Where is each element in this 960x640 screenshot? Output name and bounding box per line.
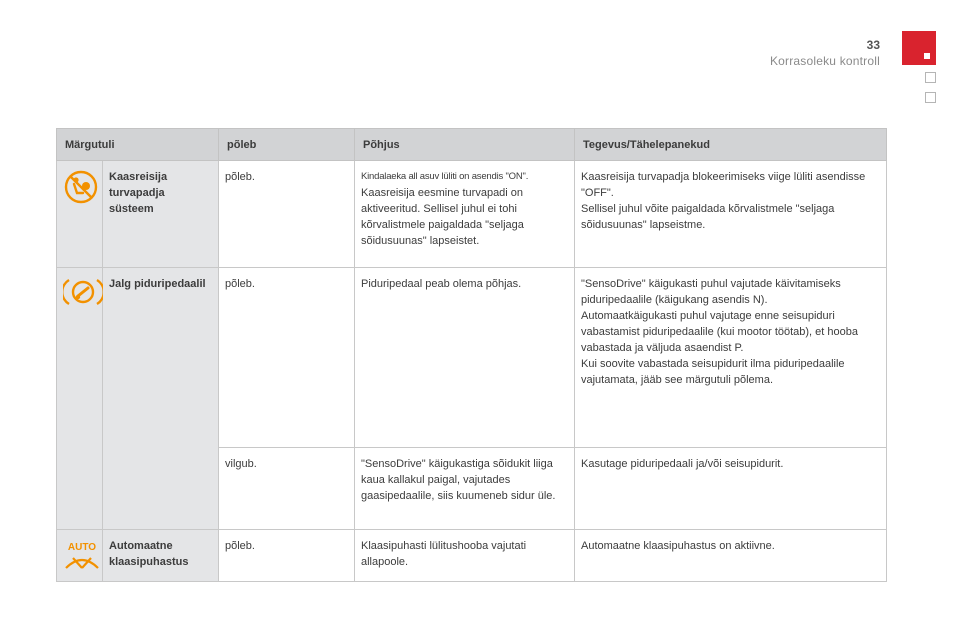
table-row bbox=[57, 530, 887, 582]
light-action bbox=[575, 161, 887, 268]
column-header: Märgutuli bbox=[57, 129, 219, 161]
auto-wiper-icon bbox=[63, 538, 101, 572]
light-name: Kaasreisija turvapadja süsteem bbox=[103, 161, 219, 268]
page-number: 33 bbox=[866, 38, 880, 52]
cause-text: Kaasreisija eesmine turvapadi on aktiveeritud. Sellisel juhul ei tohi kõrvalistmele paigaldada "seljaga sõidusuunas" lapseistet. bbox=[361, 187, 524, 247]
icon-cell bbox=[57, 268, 103, 530]
icon-cell bbox=[57, 161, 103, 268]
table-row bbox=[57, 268, 887, 448]
action-text: Kaasreisija turvapadja blokeerimiseks viige lüliti asendisse "OFF". bbox=[581, 171, 866, 199]
warning-lights-table bbox=[56, 128, 887, 582]
light-cause: Klaasipuhasti lülitushooba vajutati allapoole. bbox=[355, 530, 575, 582]
light-action: Automaatne klaasipuhastus on aktiivne. bbox=[575, 530, 887, 582]
light-cause: Piduripedaal peab olema põhjas. bbox=[355, 268, 575, 448]
action-text: Kui soovite vabastada seisupidurit ilma piduripedaalile vajutamata, jääb see märgutuli põlema. bbox=[581, 358, 845, 386]
table-header-row bbox=[57, 129, 887, 161]
tab-marker bbox=[924, 53, 930, 59]
chapter-tab-active bbox=[902, 31, 936, 65]
chapter-tab bbox=[925, 72, 936, 83]
light-action bbox=[575, 268, 887, 448]
airbag-off-icon bbox=[63, 169, 99, 205]
icon-cell bbox=[57, 530, 103, 582]
light-state: vilgub. bbox=[219, 448, 355, 530]
table-row bbox=[57, 161, 887, 268]
action-text: "SensoDrive" käigukasti puhul vajutade käivitamiseks piduripedaalile (käigukang asendis N). bbox=[581, 278, 841, 306]
foot-brake-icon bbox=[63, 276, 103, 308]
column-header: põleb bbox=[219, 129, 355, 161]
light-cause bbox=[355, 161, 575, 268]
action-text: Sellisel juhul võite paigaldada kõrvalistmele "seljaga sõidusuunas" lapseistme. bbox=[581, 203, 835, 231]
column-header: Tegevus/Tähelepanekud bbox=[575, 129, 887, 161]
light-state: põleb. bbox=[219, 268, 355, 448]
light-action: Kasutage piduripedaali ja/või seisupidurit. bbox=[575, 448, 887, 530]
action-text: Automaatkäigukasti puhul vajutage enne seisupiduri vabastamist piduripedaalile (kui mootor töötab), et hooba vabastada ja väljuda asaendist P. bbox=[581, 310, 858, 354]
section-title: Korrasoleku kontroll bbox=[769, 54, 880, 68]
light-name: Jalg piduripedaalil bbox=[103, 268, 219, 530]
svg-text:AUTO: AUTO bbox=[67, 542, 97, 553]
cause-note: Kindalaeka all asuv lüliti on asendis "ON". bbox=[361, 171, 529, 182]
light-state: põleb. bbox=[219, 161, 355, 268]
light-state: põleb. bbox=[219, 530, 355, 582]
light-cause: "SensoDrive" käigukastiga sõidukit liiga kaua kallakul paigal, vajutades gaasipedaalile, siis kuumeneb sidur üle. bbox=[355, 448, 575, 530]
light-name: Automaatne klaasipuhastus bbox=[103, 530, 219, 582]
chapter-tab bbox=[925, 92, 936, 103]
column-header: Põhjus bbox=[355, 129, 575, 161]
